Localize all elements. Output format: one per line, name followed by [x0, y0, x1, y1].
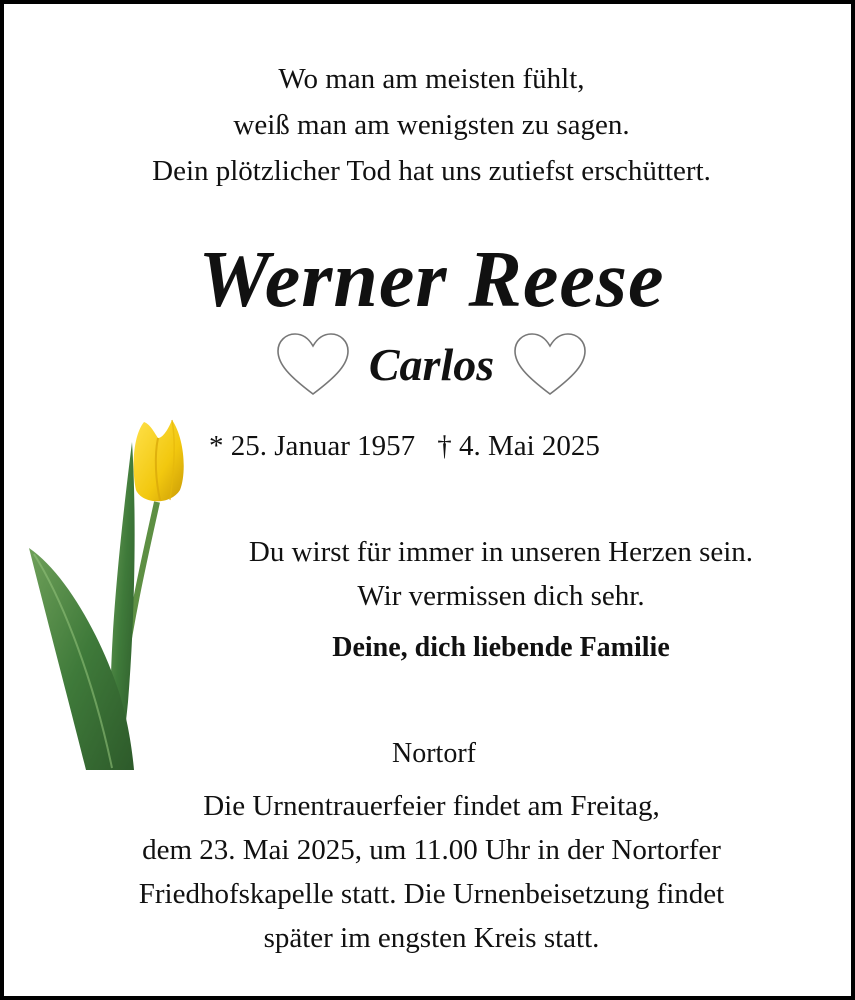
ceremony-details	[4, 784, 855, 960]
quote-line: Dein plötzlicher Tod hat uns zutiefst erschüttert.	[152, 155, 711, 187]
deceased-name: Werner Reese	[198, 236, 665, 324]
opening-quote	[4, 56, 855, 194]
farewell-line: Wir vermissen dich sehr.	[357, 580, 645, 612]
death-date: † 4. Mai 2025	[437, 430, 600, 462]
ceremony-line: Friedhofskapelle statt. Die Urnenbeisetzung findet	[138, 878, 725, 910]
birth-date: * 25. Januar 1957	[209, 430, 416, 462]
heart-outline-icon	[275, 332, 351, 398]
heart-outline-icon	[512, 332, 588, 398]
nickname-row	[4, 332, 855, 398]
farewell-message	[176, 530, 826, 618]
farewell-line: Du wirst für immer in unseren Herzen sein.	[248, 536, 754, 568]
quote-line: weiß man am wenigsten zu sagen.	[233, 109, 630, 141]
yellow-tulip-illustration	[24, 402, 184, 772]
ceremony-line: Die Urnentrauerfeier findet am Freitag,	[203, 790, 660, 822]
family-signature: Deine, dich liebende Familie	[332, 632, 670, 663]
ceremony-line: dem 23. Mai 2025, um 11.00 Uhr in der Nortorfer	[142, 834, 721, 866]
life-dates	[209, 424, 600, 468]
deceased-nickname: Carlos	[368, 339, 495, 390]
quote-line: Wo man am meisten fühlt,	[278, 63, 585, 95]
ceremony-line: später im engsten Kreis statt.	[263, 922, 600, 954]
place-name: Nortorf	[392, 738, 476, 769]
